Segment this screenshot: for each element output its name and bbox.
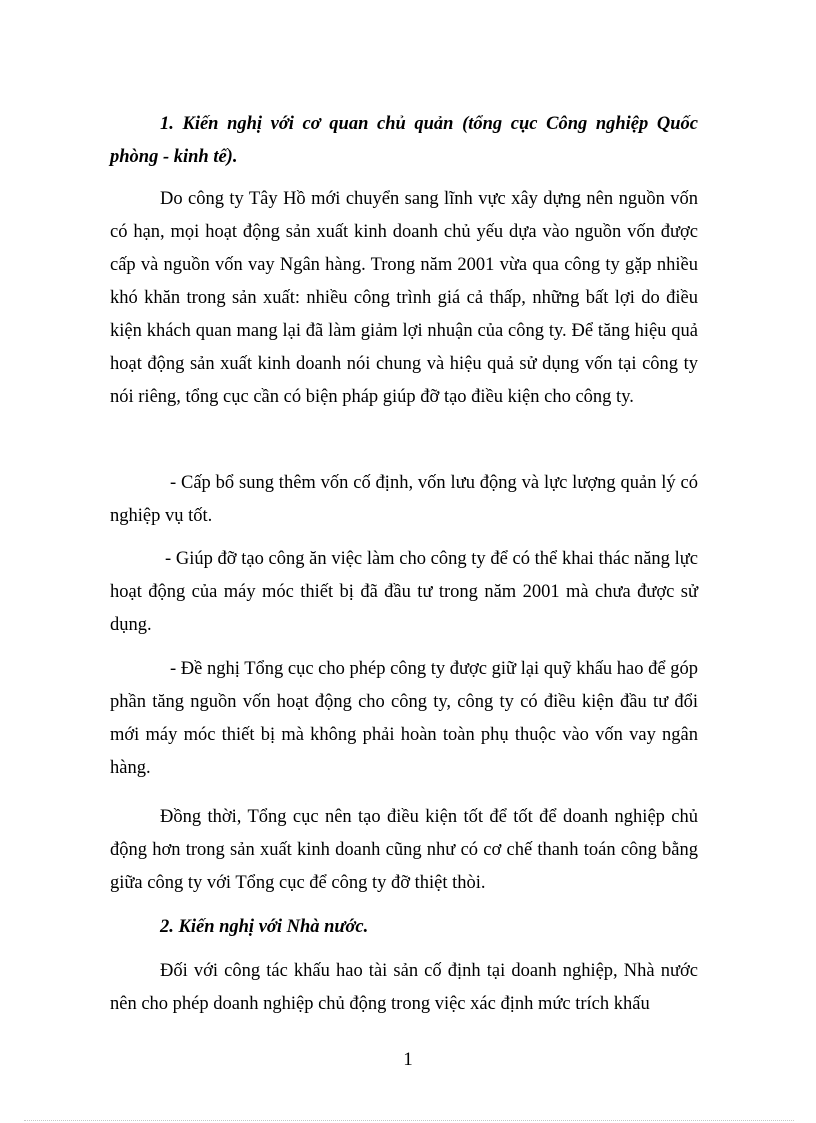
bullet-item: - Giúp đỡ tạo công ăn việc làm cho công ty để có thể khai thác năng lực hoạt động của máy móc thiết bị đã đầu tư trong năm 2001 mà chưa được sử dụng.	[110, 549, 698, 635]
page-bottom-divider	[24, 1120, 794, 1121]
bullet-item: - Cấp bổ sung thêm vốn cố định, vốn lưu động và lực lượng quản lý có nghiệp vụ tốt.	[110, 473, 698, 526]
section1-closing-paragraph: Đồng thời, Tổng cục nên tạo điều kiện tốt để tốt để doanh nghiệp chủ động hơn trong sản xuất kinh doanh cũng như có cơ chế thanh toán công bằng giữa công ty với Tổng cục để công ty đỡ thiệt thòi.	[110, 807, 698, 893]
section1-heading: 1. Kiến nghị với cơ quan chủ quản (tổng cục Công nghiệp Quốc phòng - kinh tế).	[110, 114, 698, 167]
section1-paragraph: Do công ty Tây Hồ mới chuyển sang lĩnh vực xây dựng nên nguồn vốn có hạn, mọi hoạt động sản xuất kinh doanh chủ yếu dựa vào nguồn vốn được cấp và nguồn vốn vay Ngân hàng. Trong năm 2001 vừa qua công ty gặp nhiều khó khăn trong sản xuất: nhiều công trình giá cả thấp, những bất lợi do điều kiện khách quan mang lại đã làm giảm lợi nhuận của công ty. Để tăng hiệu quả hoạt động sản xuất kinh doanh nói chung và hiệu quả sử dụng vốn tại công ty nói riêng, tổng cục cần có biện pháp giúp đỡ tạo điều kiện cho công ty.	[110, 189, 698, 407]
page-number: 1	[403, 1049, 413, 1070]
bullet-item: - Đề nghị Tổng cục cho phép công ty được giữ lại quỹ khấu hao để góp phần tăng nguồn vốn hoạt động cho công ty, công ty có điều kiện đầu tư đổi mới máy móc thiết bị mà không phải hoàn toàn phụ thuộc vào vốn vay ngân hàng.	[110, 659, 698, 778]
section2-paragraph: Đối với công tác khấu hao tài sản cố định tại doanh nghiệp, Nhà nước nên cho phép doanh nghiệp chủ động trong việc xác định mức trích khấu	[110, 961, 698, 1014]
section2-heading: 2. Kiến nghị với Nhà nước.	[160, 917, 369, 937]
